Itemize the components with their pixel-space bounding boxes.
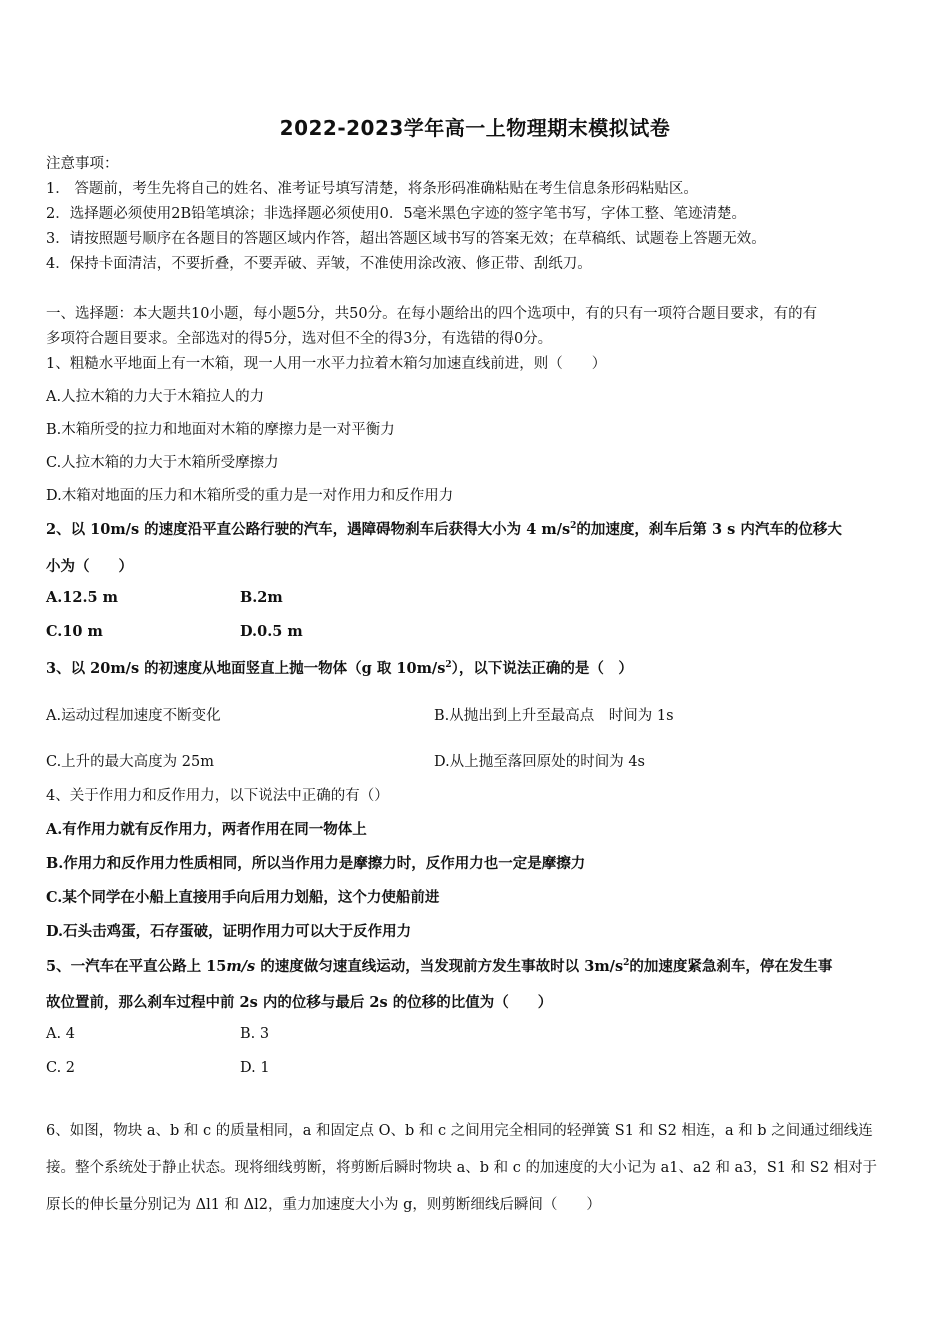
q4-stem: 4、关于作用力和反作用力，以下说法中正确的有（）: [46, 788, 389, 804]
q4-option-c: C.某个同学在小船上直接用手向后用力划船，这个力使船前进: [46, 889, 440, 906]
notice-item-2: 2．选择题必须使用2B铅笔填涂；非选择题必须使用0．5毫米黑色字迹的签字笔书写，字体工整、笔迹清楚。: [46, 206, 747, 222]
q3-option-c: C.上升的最大高度为 25m: [46, 754, 214, 770]
q1-option-c: C.人拉木箱的力大于木箱所受摩擦力: [46, 455, 279, 471]
notice-item-3: 3．请按照题号顺序在各题目的答题区域内作答，超出答题区域书写的答案无效；在草稿纸、试题卷上答题无效。: [46, 231, 766, 247]
q5-stem: 5、一汽车在平直公路上 15m/s 的速度做匀速直线运动，当发现前方发生事故时以 $3m/s^2$的加速度紧急刹车，停在发生事: [46, 958, 833, 975]
notice-item-4: 4．保持卡面清洁，不要折叠，不要弄破、弄皱，不准使用涂改液、修正带、刮纸刀。: [46, 256, 592, 272]
q2-option-c: C.10 m: [46, 623, 103, 640]
q3-option-b: B.从抛出到上升至最高点 时间为 1s: [434, 708, 674, 724]
q1-option-a: A.人拉木箱的力大于木箱拉人的力: [46, 389, 265, 405]
q4-option-b: B.作用力和反作用力性质相同，所以当作用力是摩擦力时，反作用力也一定是摩擦力: [46, 855, 586, 872]
q2-option-b: B.2m: [240, 589, 283, 606]
q2-stem-line-2: 小为（ ）: [46, 558, 133, 575]
q2-stem: 2、以 10m/s 的速度沿平直公路行驶的汽车，遇障碍物刹车后获得大小为 4 $m/s^2$的加速度，刹车后第 3 s 内汽车的位移大: [46, 521, 842, 538]
q4-option-d: D.石头击鸡蛋，石存蛋破，证明作用力可以大于反作用力: [46, 923, 412, 940]
q5-option-c: C. 2: [46, 1060, 76, 1076]
q5-option-d: D. 1: [240, 1060, 270, 1076]
notice-heading: 注意事项：: [46, 156, 119, 172]
q4-option-a: A.有作用力就有反作用力，两者作用在同一物体上: [46, 821, 367, 838]
q6-stem-line-2: 接。整个系统处于静止状态。现将细线剪断，将剪断后瞬时物块 a、b 和 c 的加速度的大小记为 a1、a2 和 a3，S1 和 S2 相对于: [46, 1160, 878, 1176]
section-intro-line-1: 一、选择题：本大题共10小题，每小题5分，共50分。在每小题给出的四个选项中，有的只有一项符合题目要求，有的有: [46, 306, 818, 322]
q2-option-a: A.12.5 m: [46, 589, 119, 606]
q3-stem: 3、以 20m/s 的初速度从地面竖直上抛一物体（g 取 $10m/s^2$），以下说法正确的是（ ）: [46, 660, 633, 677]
q6-stem-line-1: 6、如图，物块 a、b 和 c 的质量相同，a 和固定点 O、b 和 c 之间用完全相同的轻弹簧 S1 和 S2 相连，a 和 b 之间通过细线连: [46, 1123, 873, 1139]
q1-stem: 1、粗糙水平地面上有一木箱，现一人用一水平力拉着木箱匀加速直线前进，则（ ）: [46, 356, 607, 372]
notice-item-1: 1． 答题前，考生先将自己的姓名、准考证号填写清楚，将条形码准确粘贴在考生信息条形码粘贴区。: [46, 181, 698, 197]
q6-stem-line-3: 原长的伸长量分别记为 Δl1 和 Δl2，重力加速度大小为 g，则剪断细线后瞬间（ ）: [46, 1197, 601, 1213]
q2-option-d: D.0.5 m: [240, 623, 303, 640]
q1-option-d: D.木箱对地面的压力和木箱所受的重力是一对作用力和反作用力: [46, 488, 454, 504]
q5-option-a: A. 4: [46, 1026, 75, 1042]
page-title: 2022-2023学年高一上物理期末模拟试卷: [279, 116, 671, 140]
q5-stem-line-2: 故位置前，那么刹车过程中前 2s 内的位移与最后 2s 的位移的比值为（ ）: [46, 994, 553, 1011]
q3-option-a: A.运动过程加速度不断变化: [46, 708, 221, 724]
q5-option-b: B. 3: [240, 1026, 270, 1042]
q1-option-b: B.木箱所受的拉力和地面对木箱的摩擦力是一对平衡力: [46, 422, 395, 438]
q3-option-d: D.从上抛至落回原处的时间为 4s: [434, 754, 645, 770]
section-intro-line-2: 多项符合题目要求。全部选对的得5分，选对但不全的得3分，有选错的得0分。: [46, 331, 553, 347]
